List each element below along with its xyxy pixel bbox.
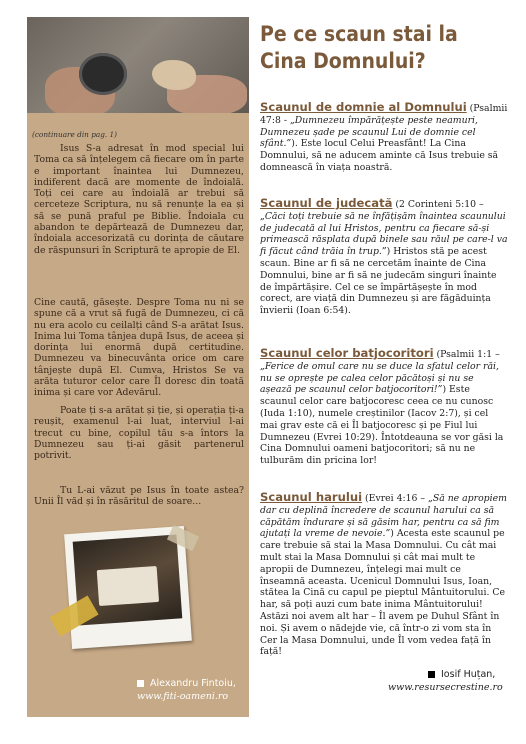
left-paragraph-2: Cine caută, găsește. Despre Toma nu ni se spune că a vrut să fugă de Dumnezeu, ci că nu era acolo cu ceilalți când S-a arătat Isus. Inima lui Toma tânjea după Isus, de aceea și dorința lui enormă după certitudine. Dumnezeu va binecuvânta orice om care tânjește după El. Cumva, Hristos Se va arăta tuturor celor care Îl doresc din toată inima și care vor Adevărul. xyxy=(34,297,244,399)
right-website[interactable]: www.resursecrestine.ro xyxy=(388,682,503,693)
cup-shape xyxy=(79,53,127,95)
section-judgment-seat: Scaunul de judecată (2 Corinteni 5:10 – „Căci toți trebuie să ne înfățișăm înaintea scaunului de judecată al lui Hristos, pentru ca fiecare să-și primească răsplata după binele sau răul pe care-l va fi făcut când trăia în trup.”) Hristos stă pe acest scaun. Bine ar fi să ne cercetăm înainte de Cina Domnului, bine ar fi să ne judecăm singuri înainte de împărtășire. Cel ce se împărtășește în mod corect, are viață din Dumnezeu și are făgăduința învierii (Ioan 6:54). xyxy=(260,196,508,317)
left-author: Alexandru Fintoiu, xyxy=(137,678,236,689)
left-paragraph-3: Poate ți s-a arătat și ție, și operația ți-a reușit, examenul l-ai luat, interviul l-ai trecut cu bine, copilul tău s-a întors la Dumnezeu sau ți-ai găsit partenerul potrivit. xyxy=(34,405,244,462)
section-heading: Scaunul celor batjocoritori xyxy=(260,346,434,360)
continuation-note: (continuare din pag. 1) xyxy=(32,130,118,139)
square-bullet-icon xyxy=(428,671,435,678)
open-book-shape xyxy=(97,566,159,606)
square-bullet-icon xyxy=(137,680,144,687)
section-heading: Scaunul de domnie al Domnului xyxy=(260,100,467,114)
left-paragraph-4: Tu L-ai văzut pe Isus în toate astea? Unii Îl văd și în răsăritul de soare... xyxy=(34,485,244,508)
section-throne-of-dominion: Scaunul de domnie al Domnului (Psalmii 47:8 - „Dumnezeu împărățește peste neamuri, Dumnezeu șade pe scaunul Lui de domnie cel sfânt.”). Este locul Celui Preasfânt! La Cina Domnului, să ne aducem aminte că Isus trebuie să domnească în viața noastră. xyxy=(260,100,508,173)
left-column xyxy=(27,17,249,717)
communion-photo xyxy=(27,17,249,113)
section-heading: Scaunul de judecată xyxy=(260,196,393,210)
left-paragraph-1: Isus S-a adresat în mod special lui Toma ca să înțelegem că fiecare om în parte e important înaintea lui Dumnezeu, indiferent dacă are momente de îndoială. Toți cei care au îndoială ar trebui să cerceteze Scriptura, nu să renunțe la ea și să se pună praful pe Biblie. Îndoiala cu abandon te depărtează de Dumnezeu dar, îndoiala accesorizată cu dorința de căutare de răspunsuri în Scriptură te apropie de El. xyxy=(34,143,244,256)
section-throne-of-grace: Scaunul harului (Evrei 4:16 – „Să ne apropiem dar cu deplină încredere de scaunul harului ca să căpătăm îndurare și să găsim har, pentru ca să fim ajutați la vreme de nevoie.”) Acesta este scaunul pe care trebuie să stai la Masa Domnului. Cu cât mai mult stai la Masa Domnului și cât mai mult te apropii de Dumnezeu, înțelegi mai mult ce înseamnă aceasta. Ucenicul Domnului Isus, Ioan, stătea la Cină cu capul pe pieptul Mântuitorului. Ce har, să poți auzi cum bate inima Mântuitorului! Astăzi noi avem alt har – Îl avem pe Duhul Sfânt în noi. Și avem o nădejde vie, că într-o zi vom sta în Cer la Masa Domnului, unde Îl vom vedea față în față! xyxy=(260,490,507,658)
bread-shape xyxy=(152,60,196,90)
section-heading: Scaunul harului xyxy=(260,490,363,504)
section-scornful-seat: Scaunul celor batjocoritori (Psalmii 1:1 – „Ferice de omul care nu se duce la sfatul celor răi, nu se oprește pe calea celor păcătoși și nu se așează pe scaunul celor batjocoritori!”) Este scaunul celor care batjocoresc ceea ce nu cunosc (Iuda 1:10), numele creștinilor (Iacov 2:7), și cel mai grav este că ei Îl batjocoresc și pe Fiul lui Dumnezeu (Evrei 10:29). Întotdeauna se vor găsi la Cina Domnului oameni batjocoritori; să nu ne tulburăm din pricina lor! xyxy=(260,346,504,467)
bible-reading-photo xyxy=(64,526,192,649)
article-title: Pe ce scaun stai la Cina Domnului? xyxy=(260,22,458,73)
left-website[interactable]: www.fiti-oameni.ro xyxy=(137,691,229,702)
right-author: Iosif Huțan, xyxy=(428,669,495,680)
